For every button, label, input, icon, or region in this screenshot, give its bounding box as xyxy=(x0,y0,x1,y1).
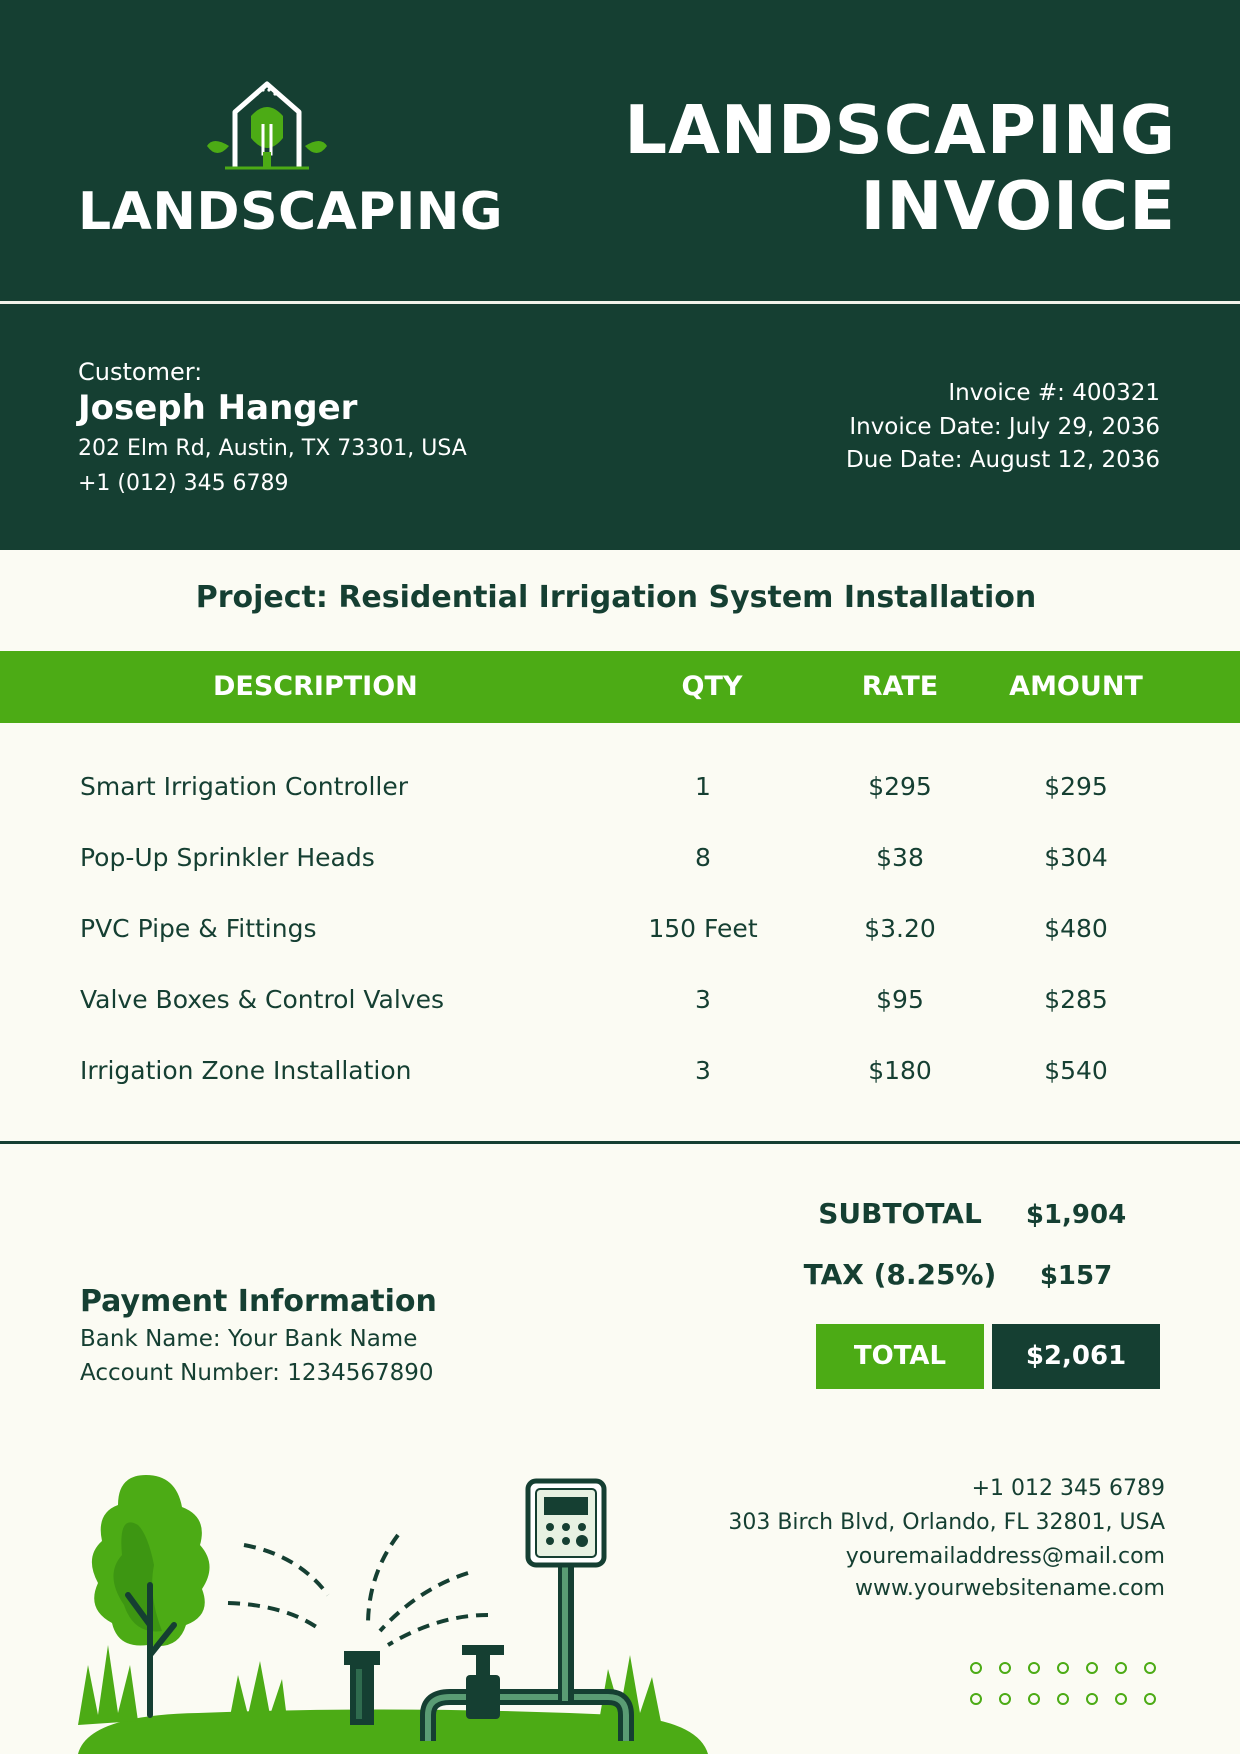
row-amount: $295 xyxy=(1044,772,1108,801)
contact-address: 303 Birch Blvd, Orlando, FL 32801, USA xyxy=(728,1510,1165,1535)
table-divider xyxy=(0,1141,1240,1144)
irrigation-sprinkler-illustration xyxy=(78,1465,708,1754)
row-description: Smart Irrigation Controller xyxy=(80,772,409,801)
row-description: Valve Boxes & Control Valves xyxy=(80,985,444,1014)
account-number: Account Number: 1234567890 xyxy=(80,1360,434,1386)
row-rate: $180 xyxy=(868,1056,932,1085)
decorative-dots xyxy=(966,1658,1166,1718)
customer-address: 202 Elm Rd, Austin, TX 73301, USA xyxy=(78,436,467,461)
row-rate: $3.20 xyxy=(864,914,936,943)
row-qty: 3 xyxy=(695,1056,711,1085)
row-rate: $95 xyxy=(876,985,924,1014)
title-line-2: INVOICE xyxy=(860,167,1176,245)
customer-label: Customer: xyxy=(78,358,203,386)
row-amount: $285 xyxy=(1044,985,1108,1014)
row-description: Pop-Up Sprinkler Heads xyxy=(80,843,375,872)
header-amount: AMOUNT xyxy=(1009,671,1143,702)
table-header xyxy=(0,651,1240,723)
tax-value: $157 xyxy=(1039,1261,1113,1291)
table-row xyxy=(0,1056,1240,1096)
shovel-house-logo-icon xyxy=(205,80,329,176)
row-description: PVC Pipe & Fittings xyxy=(80,914,317,943)
contact-website: www.yourwebsitename.com xyxy=(854,1576,1165,1601)
contact-email: youremailaddress@mail.com xyxy=(845,1544,1165,1569)
row-qty: 1 xyxy=(695,772,711,801)
table-row xyxy=(0,843,1240,883)
title-line-1: LANDSCAPING xyxy=(624,91,1176,169)
invoice-number: Invoice #: 400321 xyxy=(948,380,1160,406)
table-row xyxy=(0,985,1240,1025)
customer-name: Joseph Hanger xyxy=(78,388,358,428)
total-value: $2,061 xyxy=(992,1324,1160,1389)
tax-label: TAX (8.25%) xyxy=(803,1258,997,1291)
subtotal-label: SUBTOTAL xyxy=(818,1197,982,1230)
brand-name: LANDSCAPING xyxy=(78,182,504,242)
total-label: TOTAL xyxy=(816,1324,984,1389)
row-amount: $540 xyxy=(1044,1056,1108,1085)
row-amount: $480 xyxy=(1044,914,1108,943)
row-rate: $295 xyxy=(868,772,932,801)
due-date: Due Date: August 12, 2036 xyxy=(845,447,1160,473)
row-rate: $38 xyxy=(876,843,924,872)
subtotal-value: $1,904 xyxy=(1025,1200,1127,1230)
header-description: DESCRIPTION xyxy=(213,671,418,702)
table-row xyxy=(0,914,1240,954)
bank-name: Bank Name: Your Bank Name xyxy=(80,1326,418,1352)
project-title: Project: Residential Irrigation System Installation xyxy=(195,580,1037,615)
payment-title: Payment Information xyxy=(80,1284,437,1319)
contact-phone: +1 012 345 6789 xyxy=(971,1476,1165,1501)
row-qty: 8 xyxy=(695,843,711,872)
row-description: Irrigation Zone Installation xyxy=(80,1056,412,1085)
table-row xyxy=(0,772,1240,812)
header-rate: RATE xyxy=(861,671,939,702)
row-qty: 3 xyxy=(695,985,711,1014)
row-amount: $304 xyxy=(1044,843,1108,872)
row-qty: 150 Feet xyxy=(648,914,758,943)
header-qty: QTY xyxy=(681,671,743,702)
customer-phone: +1 (012) 345 6789 xyxy=(78,471,289,496)
document-title xyxy=(624,92,1176,244)
invoice-date: Invoice Date: July 29, 2036 xyxy=(849,414,1160,440)
